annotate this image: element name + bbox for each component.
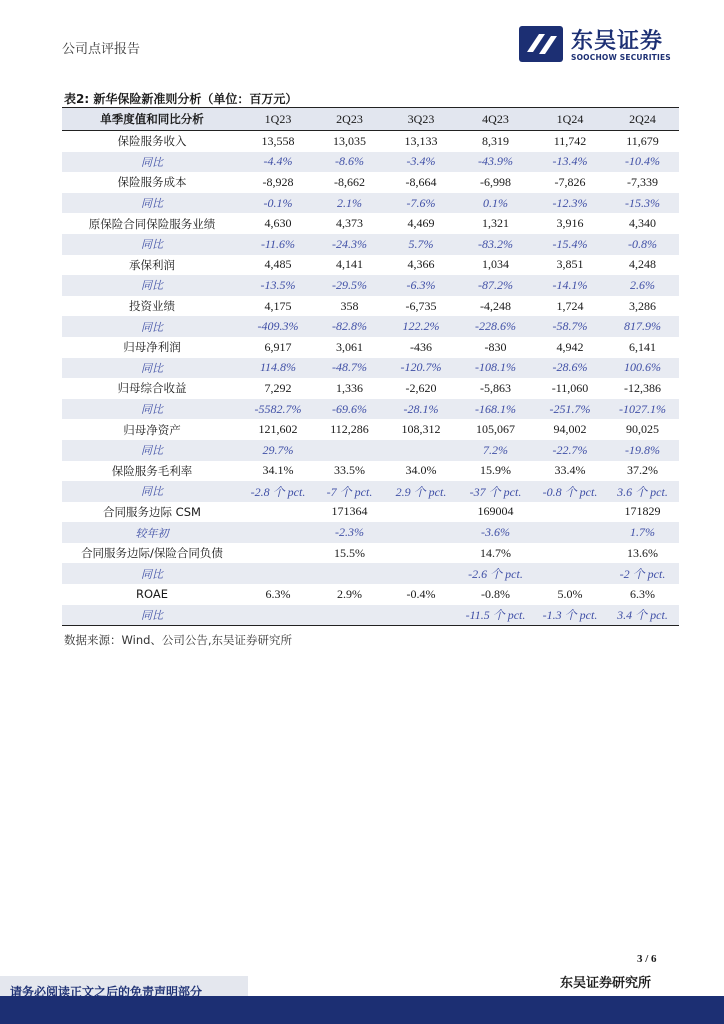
table-cell: 108,312	[401, 422, 441, 437]
table-cell	[534, 522, 606, 543]
table-cell	[314, 605, 385, 626]
row-label: 同比	[141, 567, 163, 581]
table-cell	[242, 522, 314, 543]
table-cell: -436	[410, 339, 432, 354]
table-cell: -37 个 pct.	[469, 484, 522, 499]
table-cell: 1,034	[482, 257, 509, 272]
table-cell: -0.4%	[406, 586, 436, 601]
table-cell: 4,485	[264, 257, 292, 272]
table-row-change	[62, 152, 679, 173]
table-cell: 15.9%	[480, 463, 511, 478]
table-row-change	[62, 193, 679, 214]
table-cell: -1027.1%	[619, 401, 666, 416]
table-cell: -15.3%	[625, 195, 660, 210]
table-cell: -830	[484, 339, 507, 354]
row-label: 合同服务边际/保险合同负债	[81, 546, 223, 561]
table-cell: 3,851	[556, 257, 584, 272]
table-cell: 122.2%	[402, 319, 440, 334]
table-cell: -3.6%	[481, 525, 510, 540]
logo-english-name: SOOCHOW SECURITIES	[571, 53, 671, 62]
row-label: 较年初	[135, 526, 169, 540]
table-cell: 1,336	[336, 380, 363, 395]
table-cell	[385, 440, 457, 461]
table-cell: -5582.7%	[254, 401, 302, 416]
table-cell: -2.8 个 pct.	[250, 484, 306, 499]
table-cell: 3,061	[336, 339, 363, 354]
row-label: 归母综合收益	[117, 381, 187, 396]
row-label: 同比	[141, 155, 163, 169]
table-cell: 105,067	[476, 422, 515, 437]
table-cell: -8,664	[405, 174, 437, 189]
table-cell: -4,248	[480, 298, 511, 313]
table-cell	[242, 502, 314, 523]
page-number: 3 / 6	[637, 953, 657, 965]
table-row-metric	[62, 378, 679, 399]
table-cell: 33.5%	[334, 463, 365, 478]
table-cell: -8,662	[334, 174, 365, 189]
table-cell: -120.7%	[400, 360, 442, 375]
table-cell: 1,724	[556, 298, 584, 313]
financial-table	[62, 107, 679, 626]
table-cell: -82.8%	[332, 319, 367, 334]
table-cell: -6,735	[405, 298, 437, 313]
header-cell-period: 4Q23	[457, 108, 534, 131]
table-cell	[385, 502, 457, 523]
table-cell: -0.8%	[628, 236, 657, 251]
table-cell: 2.1%	[337, 195, 362, 210]
row-label: 保险服务成本	[117, 175, 187, 190]
table-cell: -43.9%	[478, 154, 513, 169]
table-cell: 4,366	[407, 257, 435, 272]
row-label: ROAE	[136, 587, 168, 602]
table-cell: 4,248	[629, 257, 656, 272]
table-cell: 3,286	[629, 298, 656, 313]
table-cell: 29.7%	[262, 442, 294, 457]
table-cell: 34.1%	[262, 463, 294, 478]
table-cell: 15.5%	[334, 545, 365, 560]
table-cell: 4,141	[336, 257, 363, 272]
table-cell: 7,292	[264, 380, 292, 395]
table-cell: 100.6%	[624, 360, 661, 375]
header-cell-label: 单季度值和同比分析	[62, 108, 242, 131]
table-cell: -0.8%	[481, 586, 510, 601]
table-cell: -15.4%	[552, 236, 588, 251]
table-cell: 5.7%	[408, 236, 434, 251]
table-cell: 13,558	[261, 133, 295, 148]
table-cell: 358	[340, 298, 359, 313]
row-label: 保险服务收入	[117, 134, 187, 149]
header-cell-period: 3Q23	[385, 108, 457, 131]
table-cell: 90,025	[626, 422, 659, 437]
row-label: 同比	[62, 605, 242, 626]
table-cell: -10.4%	[625, 154, 660, 169]
data-source-note: 数据来源：Wind、公司公告,东吴证券研究所	[64, 633, 293, 647]
table-row-metric	[62, 337, 679, 358]
table-cell: -14.1%	[552, 277, 588, 292]
row-label: 同比	[141, 279, 163, 293]
table-cell: -22.7%	[552, 442, 588, 457]
row-label: 同比	[141, 320, 163, 334]
table-cell: -108.1%	[475, 360, 516, 375]
table-cell: -11.5 个 pct.	[457, 605, 534, 626]
table-cell	[242, 543, 314, 564]
table-cell: 6.3%	[265, 586, 291, 601]
table-row-metric	[62, 255, 679, 276]
table-cell	[534, 543, 606, 564]
table-cell: 3.4 个 pct.	[606, 605, 679, 626]
table-cell: 94,002	[553, 422, 587, 437]
soochow-logo-icon	[519, 26, 563, 62]
table-cell	[314, 440, 385, 461]
table-row-metric	[62, 543, 679, 564]
report-type-label: 公司点评报告	[62, 41, 141, 56]
table-row-metric	[62, 296, 679, 317]
table-cell: -13.4%	[552, 154, 588, 169]
table-row-metric	[62, 461, 679, 482]
table-cell	[242, 563, 314, 584]
table-cell: 121,602	[258, 422, 298, 437]
table-cell: 5.0%	[557, 586, 583, 601]
table-cell	[385, 522, 457, 543]
table-row-change	[62, 522, 679, 543]
table-cell: 171364	[331, 504, 368, 519]
row-label: 同比	[141, 485, 163, 499]
table-cell: 7.2%	[483, 442, 508, 457]
row-label: 保险服务毛利率	[111, 463, 193, 478]
table-cell: -6,998	[480, 174, 511, 189]
table-cell: -19.8%	[625, 442, 660, 457]
table-cell	[385, 543, 457, 564]
table-cell: 37.2%	[627, 463, 658, 478]
table-cell: -13.5%	[260, 277, 296, 292]
table-cell: -83.2%	[478, 236, 513, 251]
table-cell	[314, 563, 385, 584]
footer-organization: 东吴证券研究所	[560, 976, 652, 991]
table-cell: 4,175	[264, 298, 292, 313]
table-cell: -228.6%	[475, 319, 516, 334]
row-label: 同比	[141, 444, 163, 458]
table-cell: -7.6%	[406, 195, 436, 210]
header-cell-period: 2Q24	[606, 108, 679, 131]
financial-table-container	[62, 107, 679, 626]
table-cell	[385, 563, 457, 584]
table-cell: 13,035	[333, 133, 366, 148]
table-cell	[242, 605, 314, 626]
table-cell: -2 个 pct.	[619, 567, 666, 582]
table-row-change	[62, 440, 679, 461]
table-row-change	[62, 481, 679, 502]
row-label: 同比	[141, 361, 163, 375]
table-cell: 4,942	[556, 339, 584, 354]
table-cell: 6,917	[264, 339, 292, 354]
row-label: 原保险合同保险服务业绩	[88, 216, 216, 231]
footer-bar	[0, 996, 724, 1024]
table-cell: -7 个 pct.	[326, 484, 373, 499]
row-label: 投资业绩	[129, 299, 175, 314]
table-cell: 2.6%	[630, 277, 655, 292]
table-cell: 0.1%	[483, 195, 508, 210]
table-row-metric	[62, 584, 679, 605]
table-cell: 4,469	[407, 216, 435, 231]
table-cell: -11.6%	[260, 236, 296, 251]
table-cell: 14.7%	[480, 545, 511, 560]
table-cell: -87.2%	[478, 277, 513, 292]
table-cell: 1.7%	[630, 525, 655, 540]
table-cell: 3,916	[556, 216, 584, 231]
table-cell: -11,060	[551, 380, 589, 395]
table-cell: 114.8%	[259, 360, 297, 375]
row-label: 归母净利润	[123, 340, 181, 355]
table-cell: -3.4%	[406, 154, 436, 169]
table-cell: -2.3%	[335, 525, 364, 540]
table-cell: 13,133	[404, 133, 438, 148]
table-cell: 11,679	[626, 133, 659, 148]
table-row-metric	[62, 172, 679, 193]
table-cell: 2.9%	[337, 586, 362, 601]
table-row-metric	[62, 213, 679, 234]
logo-chinese-name: 东吴证券	[571, 29, 664, 54]
row-label: 同比	[141, 197, 163, 211]
table-cell: -8,928	[262, 174, 294, 189]
table-cell: -69.6%	[332, 401, 367, 416]
row-label: 同比	[141, 403, 163, 417]
table-cell: -8.6%	[335, 154, 364, 169]
header-cell-period: 1Q23	[242, 108, 314, 131]
header-cell-period: 1Q24	[534, 108, 606, 131]
table-cell: 4,373	[336, 216, 363, 231]
table-cell: -7,339	[627, 174, 658, 189]
table-cell: -0.1%	[263, 195, 293, 210]
table-row-metric	[62, 131, 679, 152]
table-cell: 2.9 个 pct.	[395, 484, 447, 499]
table-title: 表2: 新华保险新准则分析（单位：百万元）	[64, 92, 298, 106]
table-row-change	[62, 316, 679, 337]
table-row-metric	[62, 419, 679, 440]
table-cell: -4.4%	[263, 154, 293, 169]
table-cell: -28.1%	[403, 401, 439, 416]
table-cell: -6.3%	[406, 277, 436, 292]
table-row-change	[62, 605, 679, 626]
table-cell: 33.4%	[554, 463, 586, 478]
table-cell: -12.3%	[552, 195, 588, 210]
table-cell: 3.6 个 pct.	[617, 484, 668, 499]
table-cell: 13.6%	[627, 545, 658, 560]
company-logo	[519, 24, 689, 66]
row-label: 同比	[141, 238, 163, 252]
table-cell: 4,340	[629, 216, 656, 231]
table-cell: 169004	[477, 504, 514, 519]
row-label: 合同服务边际 CSM	[103, 504, 201, 519]
table-cell: 34.0%	[405, 463, 437, 478]
footer-disclaimer: 请务必阅读正文之后的免责声明部分	[10, 985, 203, 999]
table-row-metric	[62, 502, 679, 523]
table-cell: -409.3%	[257, 319, 299, 334]
table-cell: -48.7%	[332, 360, 367, 375]
table-header	[62, 108, 679, 131]
table-cell: -58.7%	[552, 319, 588, 334]
table-cell: -28.6%	[552, 360, 588, 375]
table-cell: -29.5%	[332, 277, 367, 292]
table-cell	[534, 563, 606, 584]
table-cell: -2.6 个 pct.	[468, 567, 523, 582]
table-cell: 8,319	[482, 133, 509, 148]
table-body	[62, 131, 679, 626]
table-cell: 6.3%	[630, 586, 655, 601]
table-cell: -168.1%	[475, 401, 516, 416]
table-row-change	[62, 234, 679, 255]
table-cell: 4,630	[264, 216, 292, 231]
table-cell: -2,620	[405, 380, 437, 395]
table-row-change	[62, 399, 679, 420]
table-cell: 6,141	[629, 339, 656, 354]
table-cell: -7,826	[554, 174, 586, 189]
table-row-change	[62, 275, 679, 296]
table-cell: -251.7%	[549, 401, 591, 416]
table-cell: -12,386	[624, 380, 661, 395]
row-label: 承保利润	[129, 257, 175, 272]
table-row-change	[62, 358, 679, 379]
table-cell: 817.9%	[624, 319, 661, 334]
table-cell: -5,863	[480, 380, 511, 395]
header-cell-period: 2Q23	[314, 108, 385, 131]
table-cell	[385, 605, 457, 626]
table-cell: 11,742	[553, 133, 587, 148]
table-cell: -24.3%	[332, 236, 367, 251]
table-cell: -1.3 个 pct.	[534, 605, 606, 626]
table-cell: 1,321	[482, 216, 509, 231]
table-cell: 171829	[624, 504, 661, 519]
table-row-change	[62, 563, 679, 584]
table-cell: -0.8 个 pct.	[542, 484, 598, 499]
table-cell	[534, 502, 606, 523]
table-cell: 112,286	[330, 422, 369, 437]
row-label: 归母净资产	[123, 422, 181, 437]
header-row	[62, 108, 679, 131]
